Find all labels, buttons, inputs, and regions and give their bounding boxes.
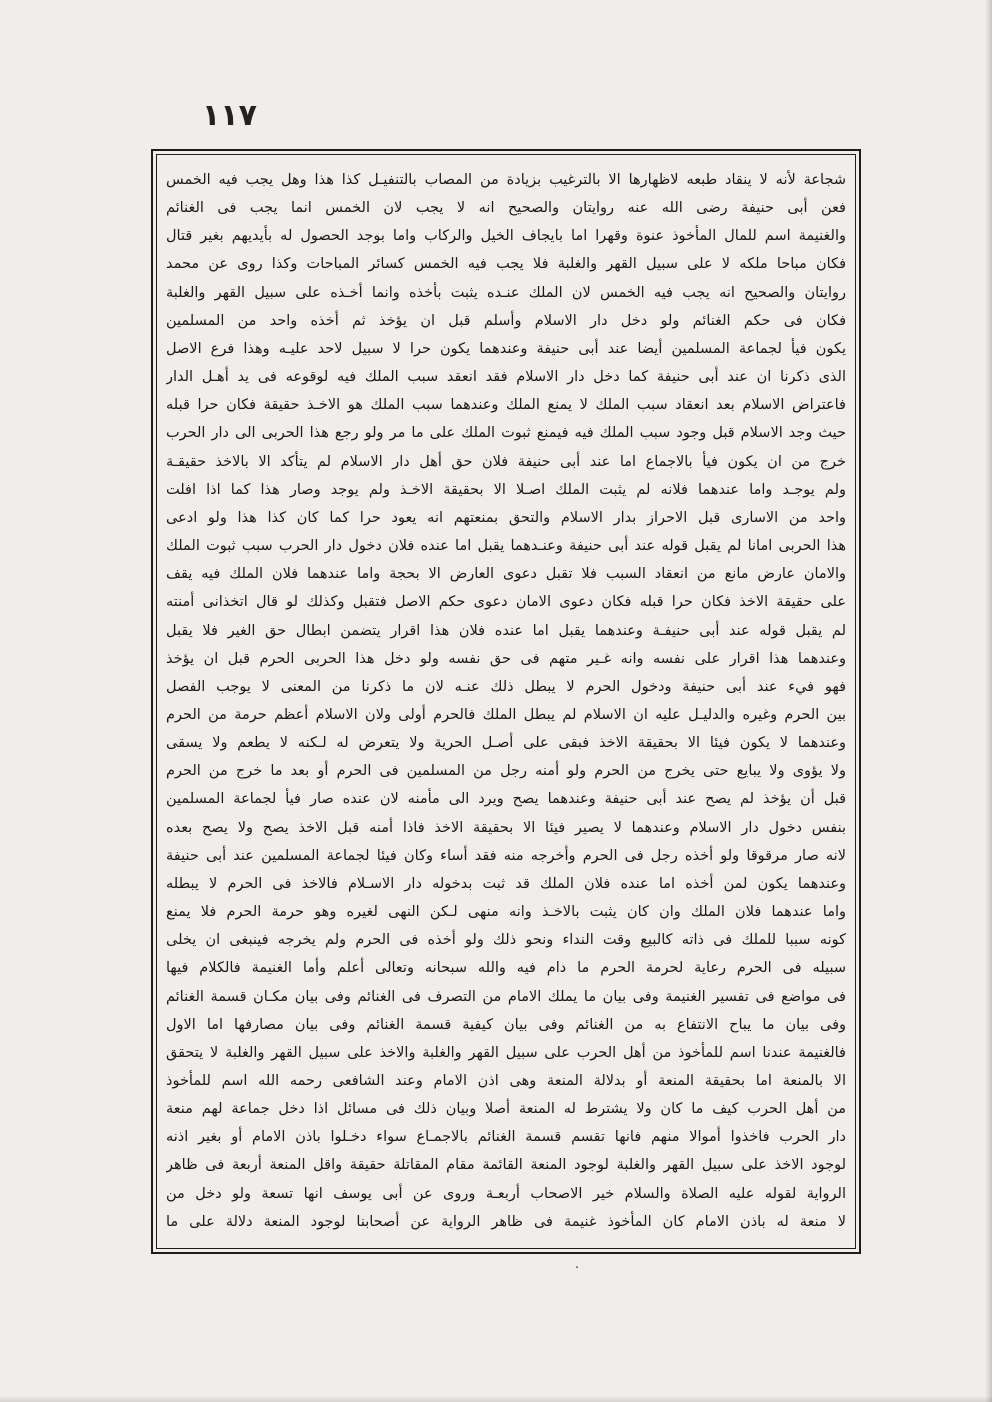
text-line: واحد من الاسارى قبل الاحراز بدار الاسلام والتحق بمنعتهم انه يعود حرا كما كان كذا هذا ولو ادعى — [166, 509, 846, 526]
text-line: والامان عارض مانع من انعقاد السبب فلا تقبل دعوى العارض الا بحجة واما عندهما فلان الملك فيه يقف — [166, 566, 846, 583]
text-line: وعندهما يكون لمن أخذه اما عنده فلان الملك قد ثبت بدخوله دار الاسـلام فالاخذ فى الحرم لا يبطله — [166, 875, 846, 892]
page-number: ١١٧ — [202, 98, 257, 133]
text-line: لوجود الاخذ على سبيل القهر والغلبة لوجود المنعة القائمة مقام المقاتلة حقيقة واقل المنعة أربعة فى ظاهر — [166, 1157, 846, 1174]
text-line: بين الحرم وغيره والدليـل عليه ان الاسلام لم يبطل الملك فالحرم أولى ولان الاسلام أعظم حرمة من الحرم — [166, 706, 846, 723]
text-line: روايتان والصحيح انه يجب فيه الخمس لان الملك عنـده يثبت بأخذه وانما أخـذه على سبيل القهر والغلبة — [166, 284, 846, 301]
text-line: خرج من ان يكون فيأ بالاجماع اما عند أبى حنيفة فلان حق أهل دار الاسلام لم يتأكد الا بالاخذ حقيقـة — [166, 453, 846, 470]
text-line: فكان فى حكم الغنائم ولو دخل دار الاسلام وأسلم قبل ان يؤخذ ثم أخذه واحد من المسلمين — [166, 312, 846, 329]
text-line: لا منعة له باذن الامام كان المأخوذ غنيمة فى ظاهر الرواية عن أصحابنا لوجود المنعة دلالة على ما — [166, 1213, 846, 1230]
text-line: الذى ذكرنا ان عند أبى حنيفة كما دخل دار الاسلام فقد انعقد سبب الملك فيه لوقوعه فى يد أهـل الدار — [166, 369, 846, 386]
text-frame-inner — [156, 154, 856, 1249]
text-line: كونه سببا للملك فى ذاته كالبيع وقت النداء ونحو ذلك ولو أخذه فى الحرم ولم يخرجه فينبغى ان يخلى — [166, 932, 846, 949]
text-line: الرواية لقوله عليه الصلاة والسلام خير الاصحاب أربعـة وروى عن أبى يوسف انها تسعة ولو دخل من — [166, 1185, 846, 1202]
text-line: فى مواضع فى تفسير الغنيمة وفى بيان ما يملك الامام من التصرف فى الغنائم وفى بيان مكـان قسمة الغنائم — [166, 988, 846, 1005]
text-line: ولا يؤوى ولا يبايع حتى يخرج من الحرم ولو أمنه رجل من المسلمين فى الحرم أو بعد ما خرج من الحرم — [166, 763, 846, 780]
text-line: على حقيقة الاخذ فكان حرا قبله فكان دعوى الامان دعوى حكم الاصل فتقبل وكذلك لو قال اتخذانى أمنته — [166, 594, 846, 611]
text-line: بنفس دخول دار الاسلام وعندهما لا يصير فيئا الا بحقيقة الاخذ فاذا أمنه قبل الاخذ يصح ولا يصح بعده — [166, 819, 846, 836]
text-line: فاعتراض الاسلام بعد انعقاد سبب الملك لا يمنع الملك وعندهما سبب الملك هو الاخـذ حقيقة فكان حرا قبله — [166, 397, 846, 414]
text-line: يكون فيأ لجماعة المسلمين أيضا عند أبى حنيفة وعندهما يكون حرا لا سبيل لاحد عليـه وهذا فرع الاصل — [166, 340, 846, 357]
stray-mark: · — [575, 1261, 580, 1276]
text-line: فهو فيء عند أبى حنيفة ودخول الحرم لا يبطل ذلك عنـه لان ما ذكرنا من المعنى لا يوجب الفصل — [166, 678, 846, 695]
text-line: الا بالمنعة اما بحقيقة المنعة أو بدلالة المنعة وهى اذن الامام وعند الشافعى رحمه الله اسم للمأخوذ — [166, 1073, 846, 1089]
text-line: من أهل الحرب كيف ما كان ولا يشترط له المنعة أصلا وبيان ذلك فى مسائل اذا دخل جماعة لهم منعة — [166, 1101, 846, 1118]
scan-edge-shadow-right — [985, 0, 992, 1402]
scan-edge-shadow-bottom — [0, 1396, 992, 1402]
text-line: دار الحرب فاخذوا أموالا منهم فانها تقسم قسمة الغنائم بالاجمـاع سواء دخـلوا باذن الامام أو بغير اذنه — [166, 1129, 846, 1146]
text-frame-outer — [151, 149, 861, 1254]
text-line: حيث وجد الاسلام قبل وجود سبب الملك فيه فيمنع ثبوت الملك على ما مر ولو رجع هذا الحربى الى دار الحرب — [166, 425, 846, 442]
text-line: شجاعة لأنه لا ينقاد طبعه لاظهارها الا بالترغيب بزيادة من المصاب بالتنفيـل كذا هذا وهل يجب فيه الخمس — [166, 172, 846, 188]
text-line: وعندهما لا يكون فيئا الا بحقيقة الاخذ فبقى على أصـل الحرية ولا يتعرض له لـكنه لا يطعم ولا يسقى — [166, 735, 846, 752]
text-line: سبيله فى الحرم رعاية لحرمة الحرم ما دام فيه والله سبحانه وتعالى أعلم وأما الغنيمة فالكلام فيها — [166, 960, 846, 977]
text-line: لانه صار مرقوقا ولو أخذه رجل فى الحرم وأخرجه منه فقد أساء وكان فيئا لجماعة المسلمين عند أبى حنيفة — [166, 847, 846, 864]
text-line: وعندهما هذا اقرار على نفسه وانه غـير متهم فى حق نفسه ولو دخل هذا الحربى الحرم قبل ان يؤخذ — [166, 650, 846, 667]
text-line: فالغنيمة عندنا اسم للمأخوذ من أهل الحرب على سبيل القهر والغلبة والاخذ على سبيل القهر والغلبة لا يتحقق — [166, 1044, 846, 1061]
text-line: وفى بيان ما يباح الانتفاع به من الغنائم وفى بيان كيفية قسمة الغنائم وفى بيان مصارفها اما الاول — [166, 1016, 846, 1033]
text-line: هذا الحربى امانا لم يقبل قوله عند أبى حنيفة وعنـدهما يقبل اما عنده فلان دخول دار الحرب سبب ثبوت الملك — [166, 538, 846, 555]
text-line: فعن أبى حنيفة رضى الله عنه روايتان والصحيح انه لا يجب لان الخمس انما يجب فى الغنائم — [166, 200, 846, 217]
text-line: ولم يوجـد واما عندهما فلانه لم يثبت الملك اصـلا الا بحقيقة الاخـذ ولم يوجد وصار هذا كما اذا افلت — [166, 481, 846, 498]
text-line: لم يقبل قوله عند أبى حنيفـة وعندهما يقبل اما عنده فلان هذا اقرار يتضمن ابطال حق الغير فلا يقبل — [166, 622, 846, 639]
text-line: فكان مباحا ملكه لا على سبيل القهر والغلبة فلا يجب فيه الخمس كسائر المباحات وكذا روى عن محمد — [166, 256, 846, 273]
body-text — [166, 166, 846, 1236]
text-line: قبل أن يؤخذ لم يصح عند أبى حنيفة وعندهما يصح ويرد الى مأمنه لان عنده صار فيأ لجماعة المسلمين — [166, 791, 846, 808]
text-line: واما عندهما فلان الملك وان كان يثبت بالاخـذ وانه منهى لـكن النهى لغيره وهو حرمة الحرم فلا يمنع — [166, 904, 846, 921]
text-line: والغنيمة اسم للمال المأخوذ عنوة وقهرا اما بايجاف الخيل والركاب واما بوجد الحصول له بأيديهم بغير قتال — [166, 228, 846, 245]
